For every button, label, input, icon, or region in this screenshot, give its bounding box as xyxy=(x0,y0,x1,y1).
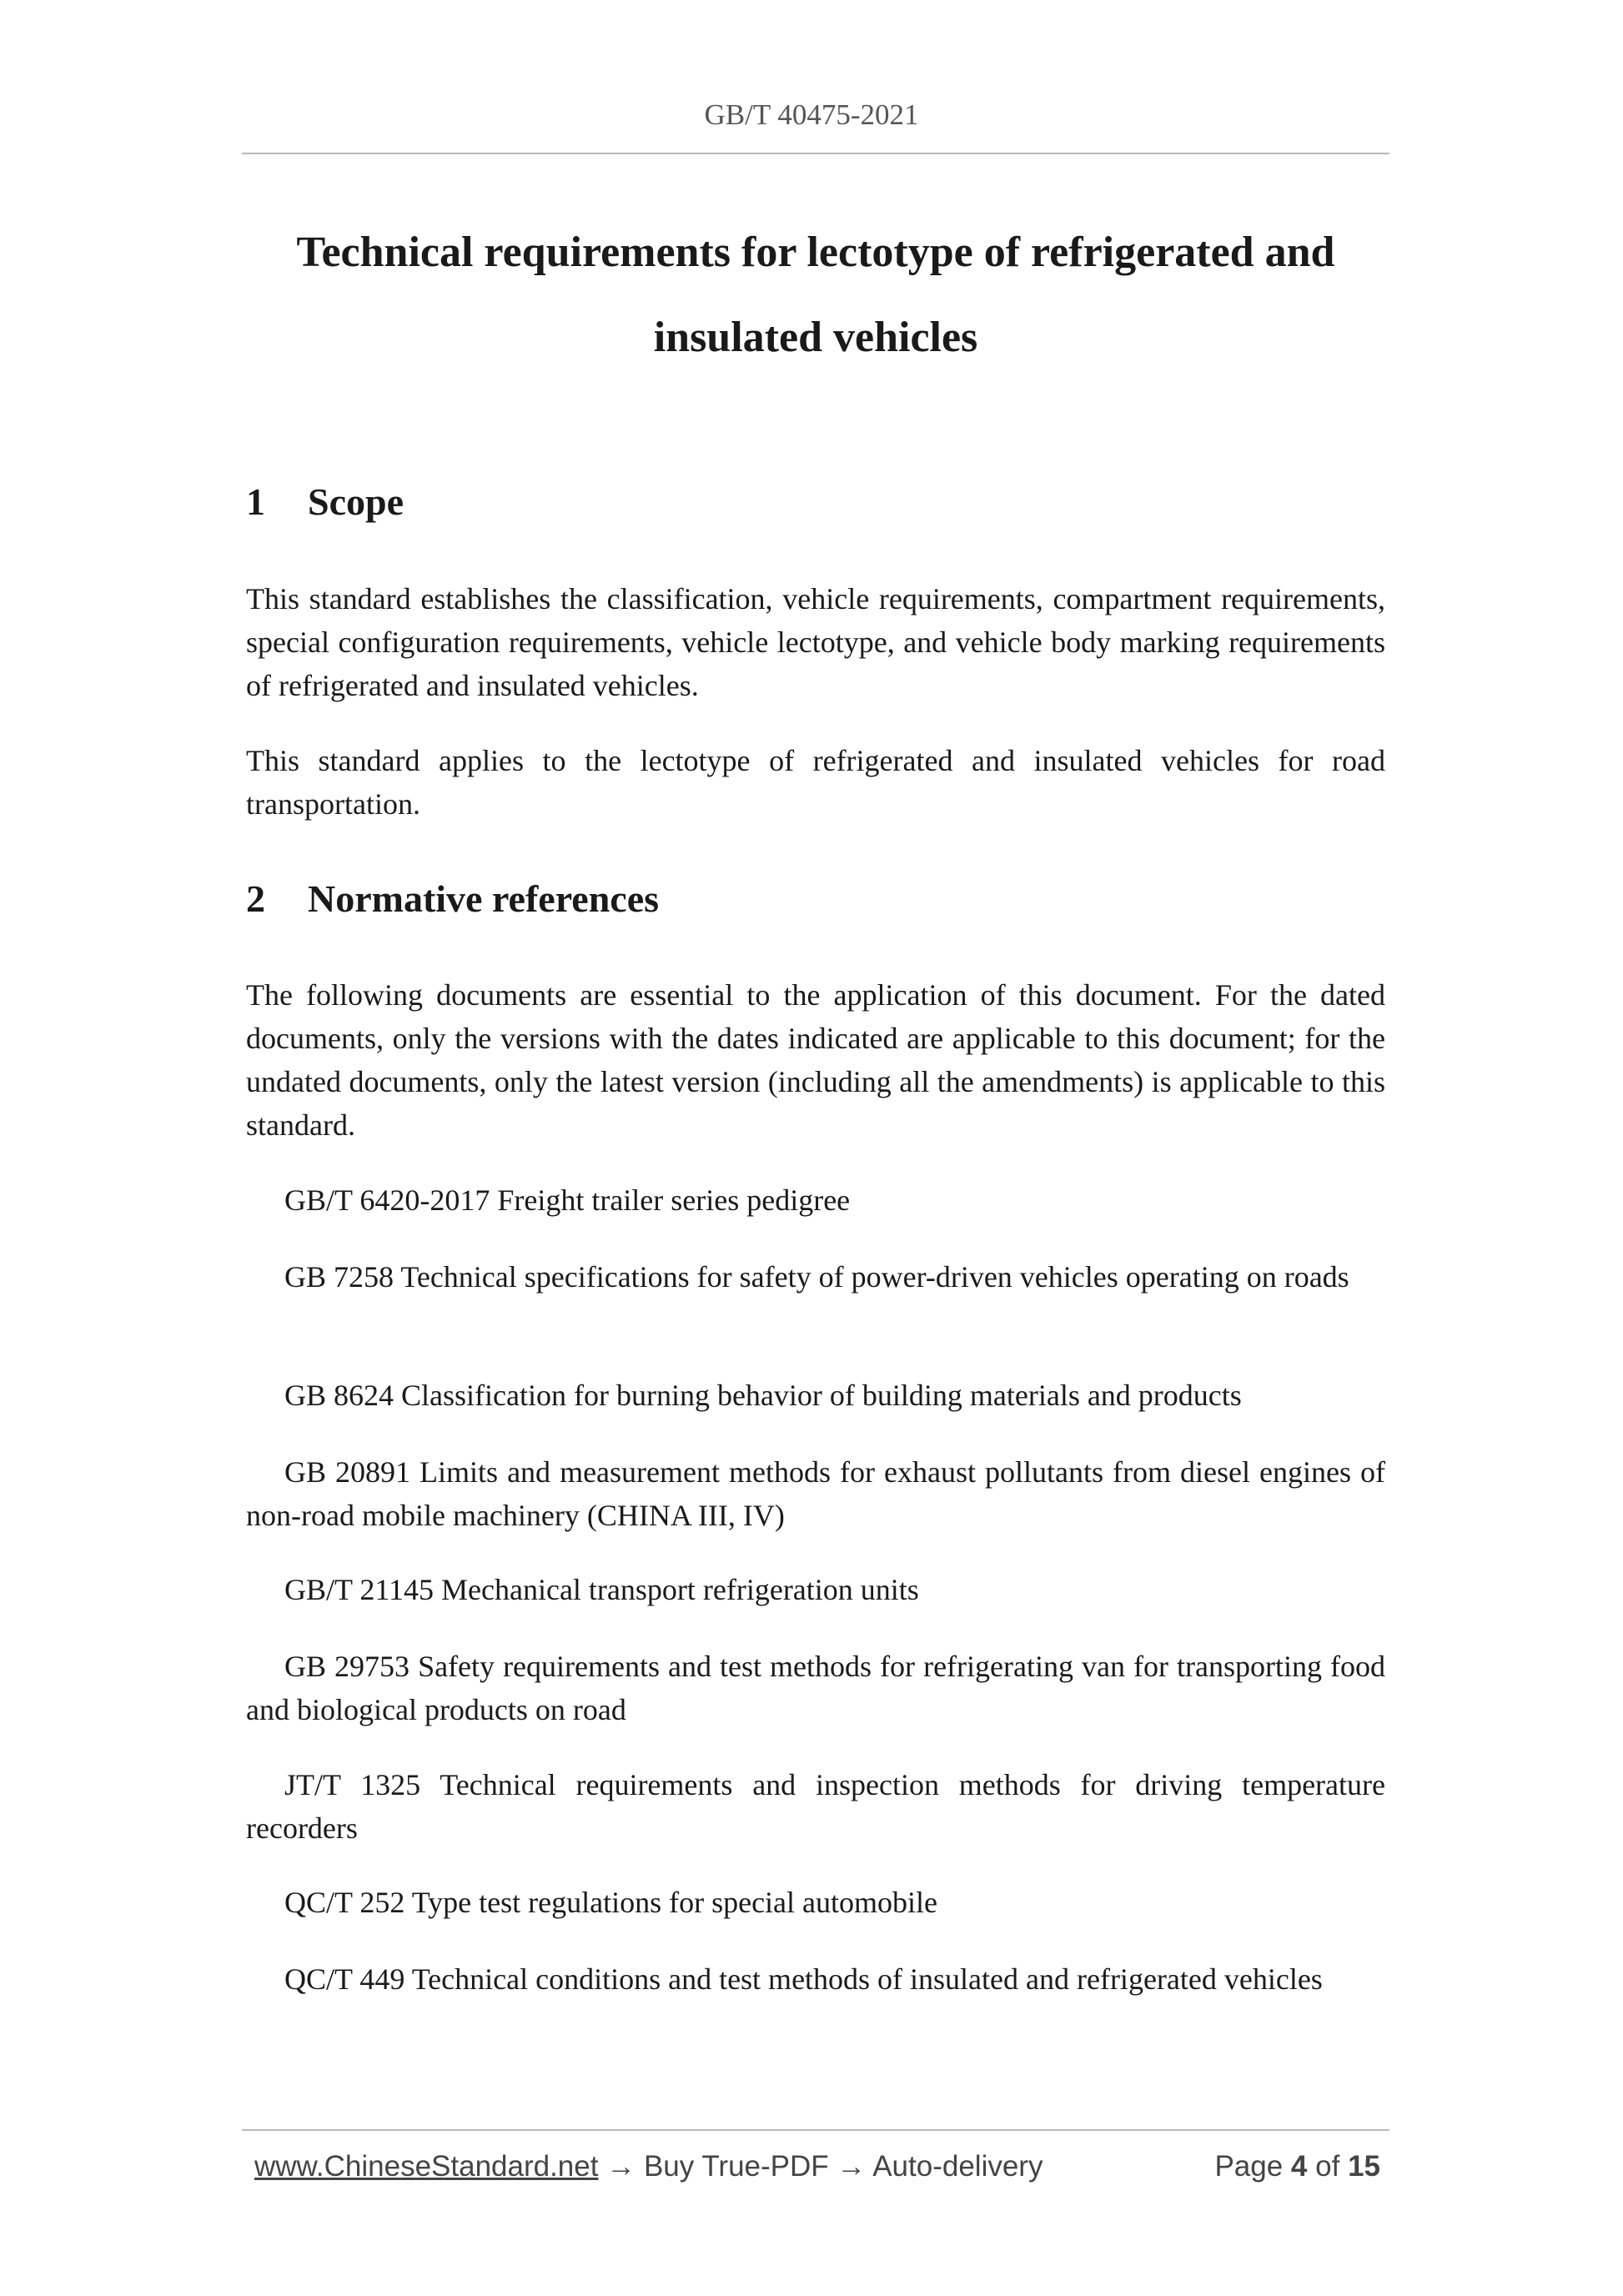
footer-divider xyxy=(242,2129,1389,2131)
reference-item: GB 20891 Limits and measurement methods for exhaust pollutants from diesel engines of non-road mobile machinery (CHINA III, IV) xyxy=(246,1455,1385,1532)
page-current: 4 xyxy=(1290,2150,1308,2183)
page-total: 15 xyxy=(1348,2150,1380,2183)
scope-paragraph-2: This standard applies to the lectotype of refrigerated and insulated vehicles for road transportation. xyxy=(246,744,1385,821)
arrow-right-icon: → xyxy=(837,2150,867,2183)
header-divider xyxy=(242,153,1389,154)
page-footer xyxy=(254,2150,1380,2192)
reference-item: QC/T 252 Type test regulations for special automobile xyxy=(284,1886,937,1919)
title-line-1: Technical requirements for lectotype of refrigerated and xyxy=(296,229,1335,276)
footer-links xyxy=(254,2150,1043,2183)
reference-item: JT/T 1325 Technical requirements and inspection methods for driving temperature recorders xyxy=(246,1768,1385,1845)
arrow-right-icon: → xyxy=(606,2150,636,2183)
section-number: 2 xyxy=(246,877,265,920)
title-line-2: insulated vehicles xyxy=(653,314,978,361)
reference-item: GB/T 6420-2017 Freight trailer series pedigree xyxy=(284,1183,851,1217)
section-heading-normative-references xyxy=(246,874,659,924)
reference-item: GB 7258 Technical specifications for safety of power-driven vehicles operating on roads xyxy=(284,1260,1349,1294)
section-title: Scope xyxy=(308,480,404,523)
page-indicator xyxy=(1214,2150,1380,2183)
scope-paragraph-1: This standard establishes the classification, vehicle requirements, compartment requirements, special configuration requirements, vehicle lectotype, and vehicle body marking requirements of refrigerated and insulated vehicles. xyxy=(246,582,1385,702)
header-standard-code: GB/T 40475-2021 xyxy=(704,98,919,131)
buy-true-pdf-text: Buy True-PDF xyxy=(643,2150,829,2183)
reference-item: GB/T 21145 Mechanical transport refrigeration units xyxy=(284,1573,919,1606)
section-heading-scope xyxy=(246,477,404,527)
section-number: 1 xyxy=(246,480,265,523)
reference-item: GB 8624 Classification for burning behavior of building materials and products xyxy=(284,1379,1242,1412)
chinesestandard-link[interactable]: www.ChineseStandard.net xyxy=(254,2150,599,2183)
auto-delivery-text: Auto-delivery xyxy=(872,2150,1043,2183)
document-title xyxy=(242,210,1389,380)
page-label: Page xyxy=(1214,2150,1284,2183)
section-title: Normative references xyxy=(308,877,660,920)
references-intro-paragraph: The following documents are essential to the application of this document. For the dated documents, only the versions with the dates indicated are applicable to this document; for the undated documents, only the latest version (including all the amendments) is applicable to this standard. xyxy=(246,978,1385,1142)
reference-item: QC/T 449 Technical conditions and test methods of insulated and refrigerated vehicles xyxy=(284,1962,1323,1996)
page-of: of xyxy=(1315,2150,1340,2183)
reference-item: GB 29753 Safety requirements and test methods for refrigerating van for transporting food and biological products on road xyxy=(246,1650,1385,1726)
